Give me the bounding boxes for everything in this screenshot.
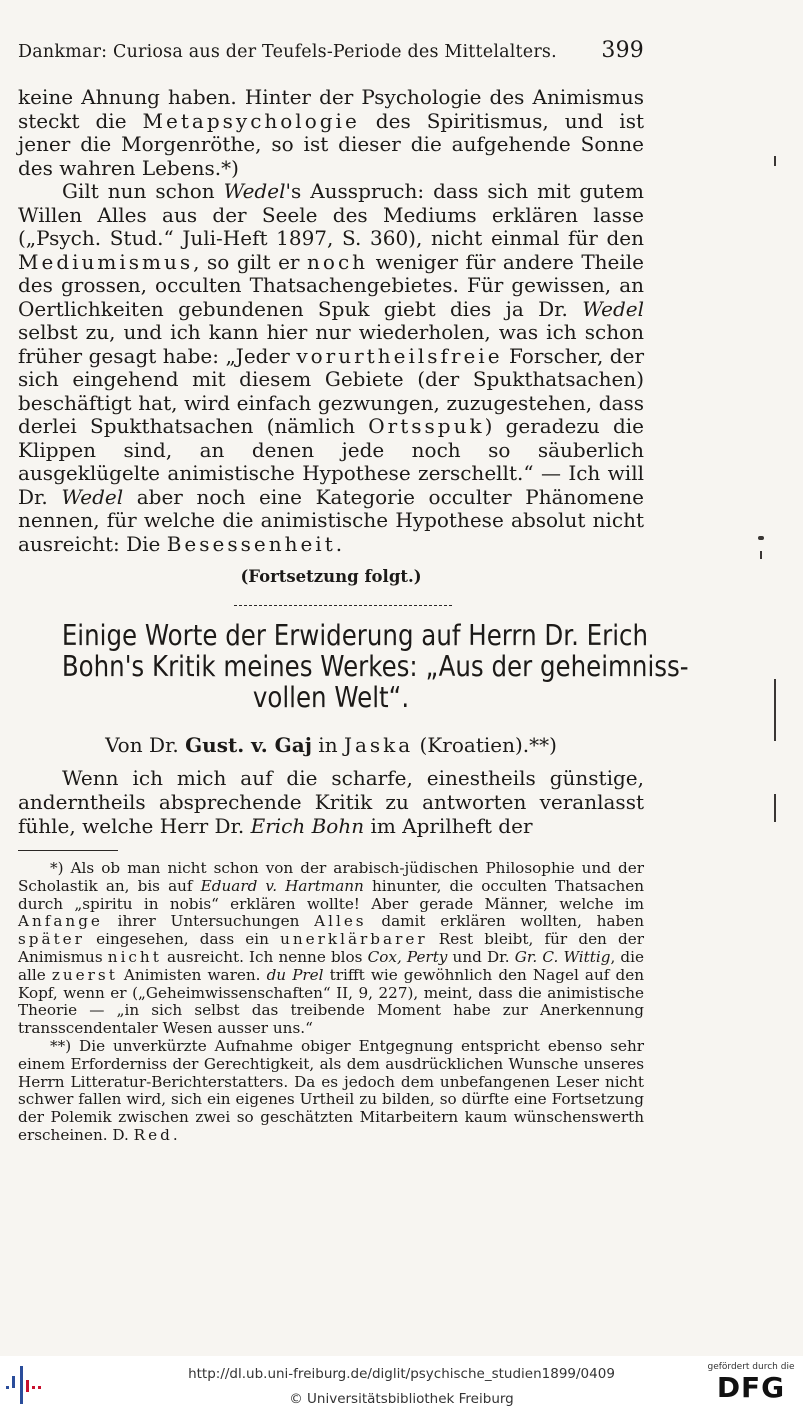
text-run: eingesehen, dass ein (84, 930, 281, 949)
text-run: trifft wie gewöhnlich den Nagel auf den Kopf, wenn er („Geheimwissenschaften“ II, 9, 227), meint, dass die animistische Theorie — „in sich selbst das treibende Moment habe zur Anerkennung transscendentaler Wesen ausser uns.“ (18, 965, 644, 1038)
text-run: im Aprilheft der (364, 814, 533, 838)
margin-mark (758, 536, 764, 540)
dfg-logo (707, 1362, 795, 1404)
spaced-emphasis: Anfange (18, 912, 103, 931)
footnotes (18, 860, 644, 1145)
text-run: Animisten waren. (117, 965, 267, 984)
text-run: **) Die unverkürzte Aufnahme obiger Entgegnung entspricht ebenso sehr einem Erforderniss der Gerechtigkeit, als dem ausdrücklichen Wunsche unseres Herrn Litteratur-Berichterstatters. Da es jedoch dem unbefangenen Leser nicht schwer fallen wird, sich ein eigenes Urtheil zu bilden, so dürfte eine Fortsetzung der Polemik zwischen zwei so geschätzten Mitarbeitern kaum wünschenswerth erscheinen. D. (18, 1036, 644, 1144)
italic-name: Erich Bohn (250, 814, 365, 838)
scanned-page (18, 0, 689, 1356)
spaced-emphasis: Red (133, 1125, 173, 1144)
dfg-tagline: gefördert durch die (707, 1362, 795, 1372)
spaced-emphasis: zuerst (51, 965, 118, 984)
text-run: keine Ahnung haben. Hinter der Psychologie des Animismus steckt die (18, 85, 644, 133)
text-run: , so gilt er (193, 249, 308, 274)
byline-region: (Kroatien).**) (419, 733, 557, 757)
italic-name: Wedel (582, 296, 644, 321)
text-run: *) Als ob man nicht schon von der arabisch-jüdischen Philosophie und der Scholastik an, bis auf (18, 859, 644, 895)
byline: Von Dr. Gust. v. Gaj in Jaska (Kroatien).**) (105, 733, 557, 757)
text-run: . (172, 1125, 178, 1144)
text-run: selbst zu, und ich kann hier nur wiederholen, was ich schon früher gesagt habe: „Jeder (18, 320, 644, 368)
footnote (18, 1038, 644, 1145)
title-line: Einige Worte der Erwiderung auf Herrn Dr. Erich (61, 619, 649, 652)
spaced-emphasis: Alles (314, 912, 367, 931)
section-divider (234, 605, 452, 606)
text-run: . (335, 531, 343, 556)
italic-name: Wedel (61, 484, 124, 509)
margin-mark (774, 156, 776, 166)
page-number: 399 (601, 38, 644, 63)
dfg-logo-text: DFG (716, 1371, 786, 1404)
spaced-emphasis: unerklärbarer (280, 930, 428, 949)
text-run: hinunter, die occulten Thatsachen durch „spiritu in nobis“ erklären wollte! Aber gerade Männer, welche im (18, 876, 644, 913)
byline-place: Jaska (343, 733, 414, 757)
text-run: und Dr. (447, 947, 515, 966)
margin-mark (774, 794, 776, 822)
spaced-emphasis: Metapsychologie (142, 108, 360, 133)
spaced-emphasis: noch (307, 249, 369, 274)
italic-name: Eduard v. Hartmann (200, 876, 364, 895)
margin-mark (774, 679, 776, 741)
spaced-emphasis: später (18, 930, 85, 949)
spaced-emphasis: nicht (107, 947, 162, 966)
spaced-emphasis: vorurtheilsfreie (296, 343, 503, 368)
footnote-rule (18, 850, 118, 851)
italic-name: du Prel (266, 965, 324, 984)
text-run: ihrer Untersuchungen (102, 912, 315, 931)
spaced-emphasis: Mediumismus (18, 249, 194, 274)
text-run: des Spiritismus, und ist jener die Morgenröthe, so ist dieser die aufgehende Sonne des wahren Lebens.*) (18, 108, 644, 180)
italic-name: Wedel (223, 179, 286, 203)
source-url[interactable]: http://dl.ub.uni-freiburg.de/diglit/psychische_studien1899/0409 (188, 1366, 615, 1382)
text-run: ausreicht. Ich nenne blos (161, 947, 368, 966)
text-run: ) geradezu die Klippen sind, an denen jede noch so säuberlich ausgeklügelte animistische Hypothese zerschellt.“ — Ich will Dr. (18, 414, 644, 509)
footnote (18, 860, 644, 1038)
text-run: Gilt nun schon (62, 179, 224, 203)
article-title (61, 619, 689, 714)
running-title: Dankmar: Curiosa aus der Teufels-Periode des Mittelalters. (18, 42, 557, 62)
italic-name: Cox, Perty (367, 947, 448, 966)
spaced-emphasis: Besessenheit (166, 531, 336, 556)
copyright-note: © Universitätsbibliothek Freiburg (289, 1391, 514, 1407)
text-run: Rest bleibt, für den der Animismus (18, 930, 644, 966)
running-head (18, 38, 644, 63)
footer (0, 1356, 803, 1413)
text-run: weniger für andere Theile des grossen, occulten Thatsachengebietes. Für gewissen, an Oertlichkeiten gebundenen Spuk giebt dies ja Dr. (18, 249, 645, 321)
continuation-note: (Fortsetzung folgt.) (240, 567, 422, 586)
byline-prefix: Von Dr. (105, 733, 179, 757)
italic-name: Gr. C. Wittig (514, 947, 611, 966)
paragraph (18, 766, 644, 838)
spaced-emphasis: Ortsspuk (368, 414, 485, 438)
text-run: Wenn ich mich auf die scharfe, einestheils günstige, anderntheils absprechende Kritik zu antworten veranlasst fühle, welche Herr Dr. (18, 766, 644, 838)
text-run: Forscher, der sich eingehend mit diesem Gebiete (der Spukthatsachen) beschäftigt hat, wird einfach gezwungen, zuzugestehen, dass derlei Spukthatsachen (nämlich (18, 343, 644, 438)
text-run: 's Ausspruch: dass sich mit gutem Willen Alles aus der Seele des Mediums erklären lasse („Psych. Stud.“ Juli-Heft 1897, S. 360), nicht einmal für den (18, 179, 644, 250)
text-run: , die alle (18, 947, 644, 984)
title-line: vollen Welt“. (252, 681, 410, 714)
author-name: Gust. v. Gaj (185, 733, 312, 757)
title-line: Bohn's Kritik meines Werkes: „Aus der geheimniss- (61, 650, 689, 683)
paragraph (18, 180, 644, 556)
paragraph (18, 86, 644, 180)
first-article-body (18, 86, 644, 556)
text-run: aber noch eine Kategorie occulter Phänomene nennen, für welche die animistische Hypothese absolut nicht ausreicht: Die (18, 484, 645, 556)
margin-mark (760, 551, 762, 559)
text-run: damit erklären wollten, haben (366, 912, 644, 931)
second-article-body (18, 766, 644, 838)
